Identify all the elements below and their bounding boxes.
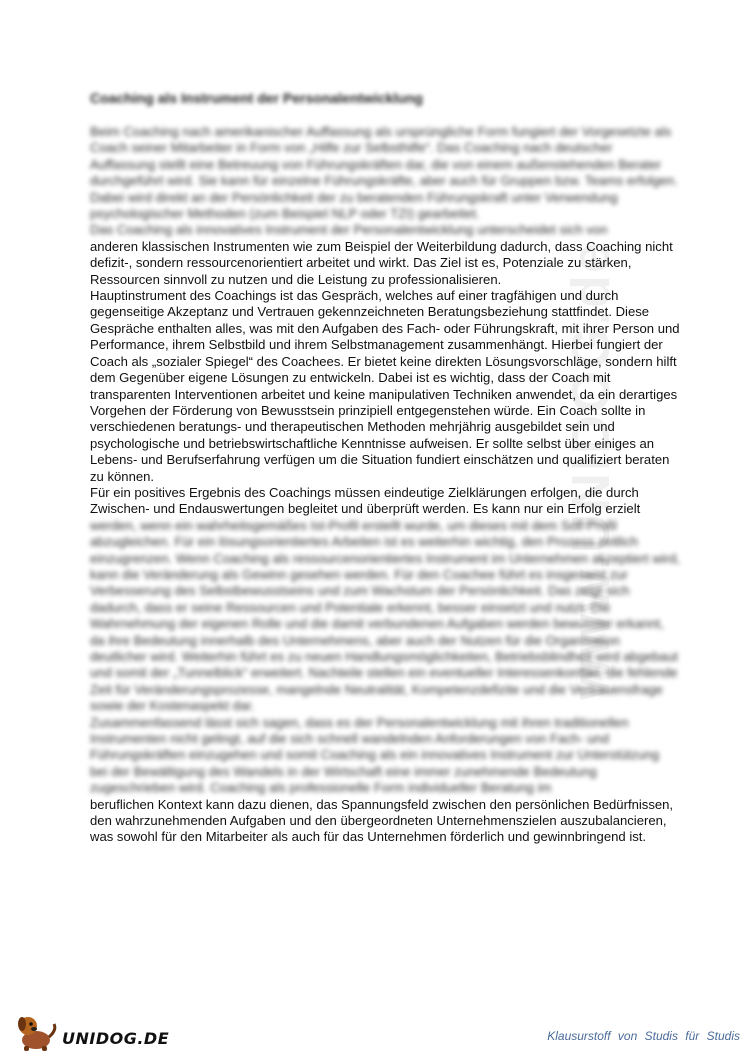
paragraph-visible-middle: anderen klassischen Instrumenten wie zum Beispiel der Weiterbildung dadurch, dass Coaching nicht defizit-, sondern ressourcenorientiert arbeitet und wirkt. Das Ziel ist es, Potenziale zu stärken, Ressourcen sinnvoll zu nutzen und die Leistung zu professionalisieren. Hauptinstrument des Coachings ist das Gespräch, welches auf einer tragfähigen und durch gegenseitige Akzeptanz und Vertrauen gekennzeichneten Beratungsbeziehung stattfindet. Diese Gespräche enthalten alles, was mit den Aufgaben des Fach- oder Führungskraft, mit ihrer Person und Performance, ihrem Selbstbild und ihrem Selbstmanagement zusammenhängt. Hierbei fungiert der Coach als „sozialer Spiegel“ des Coachees. Er bietet keine direkten Lösungsvorschläge, sondern hilft dem Gegenüber eigene Lösungen zu entwickeln. Dabei ist es wichtig, dass der Coach mit transparenten Interventionen arbeitet und keine manipulativen Techniken anwendet, da ein derartiges Vorgehen der Förderung von Bewusstsein prinzipiell entgegenstehen würde. Ein Coach sollte in verschiedenen beratungs- und therapeutischen Methoden mehrjährig ausgebildet sein und psychologische und betriebswirtschaftliche Kenntnisse aufweisen. Er sollte selbst über einiges an Lebens- und Berufserfahrung verfügen um die Situation fundiert einschätzen und qualifiziert beraten zu können. Für ein positives Ergebnis des Coachings müssen eindeutige Zielklärungen erfolgen, die durch Zwischen- und Endauswertungen begleitet und überprüft werden. Es kann nur ein Erfolg erzielt [90,238,680,517]
unidog-logo[interactable] [14,1010,174,1052]
footer-tagline: Klausurstoff von Studis für Studis [547,1029,740,1043]
watermark: www.UNIDOG.de [561,240,621,700]
dog-icon [14,1010,60,1052]
paragraph-blurred-top: Beim Coaching nach amerikanischer Auffassung als ursprüngliche Form fungiert der Vorgesetzte als Coach seiner Mitarbeiter in Form von „Hilfe zur Selbsthilfe“. Das Coaching nach deutscher Auffassung stellt eine Betreuung von Führungskräften dar, die von einem außenstehenden Berater durchgeführt wird. Sie kann für einzelne Führungskräfte, aber auch für Gruppen bzw. Teams erfolgen. Dabei wird direkt an der Persönlichkeit der zu beratenden Führungskraft unter Verwendung psychologischer Methoden (zum Beispiel NLP oder TZI) gearbeitet. Das Coaching als innovatives Instrument der Personalentwicklung unterscheidet sich von [90,124,678,238]
document-content [90,90,680,846]
logo-text: UNIDOG.DE [62,1029,170,1048]
paragraph-visible-end: beruflichen Kontext kann dazu dienen, das Spannungsfeld zwischen den persönlichen Bedürfnissen, den wahrzunehmenden Aufgaben und den übergeordneten Unternehmenszielen auszubalancieren, was sowohl für den Mitarbeiter als auch für das Unternehmen förderlich und gewinnbringend ist. [90,796,674,845]
paragraph-blurred-bottom: werden, wenn ein wahrheitsgemäßes Ist-Profil erstellt wurde, um dieses mit dem Soll-Profil abzugleichen. Für ein lösungsorientiertes Arbeiten ist es weiterhin wichtig, den Prozess zeitlich einzugrenzen. Wenn Coaching als ressourcenorientiertes Instrument im Unternehmen akzeptiert wird, kann die Veränderung als Gewinn gesehen werden. Für den Coachee führt es insgesamt zur Verbesserung des Selbstbewusstseins und zum Wachstum der Persönlichkeit. Das zeigt sich dadurch, dass er seine Ressourcen und Potentiale erkennt, besser einsetzt und nutzt. Die Wahrnehmung der eigenen Rolle und die damit verbundenen Aufgaben werden bewusster erkannt, da ihre Bedeutung innerhalb des Unternehmens, aber auch der Nutzen für die Organisation deutlicher wird. Weiterhin führt es zu neuen Handlungsmöglichkeiten, Betriebsblindheit wird abgebaut und somit der „Tunnelblick“ erweitert. Nachteile stellen ein eventueller Interessenkonflikt, die fehlende Zeit für Veränderungsprozesse, mangelnde Neutralität, Kompetenzdefizite und die Vertrauensfrage sowie der Kostenaspekt dar. Zusammenfassend lässt sich sagen, dass es der Personalentwicklung mit ihren traditionellen Instrumenten nicht gelingt, auf die sich schnell wandelnden Anforderungen von Fach- und Führungskräften einzugehen und somit Coaching als ein innovatives Instrument zur Unterstützung bei der Bewältigung des Wandels in der Wirtschaft eine immer zunehmende Bedeutung zugeschrieben wird. Coaching als professionelle Form individueller Beratung im [90,517,680,796]
document-title: Coaching als Instrument der Personalentwicklung [90,90,423,106]
